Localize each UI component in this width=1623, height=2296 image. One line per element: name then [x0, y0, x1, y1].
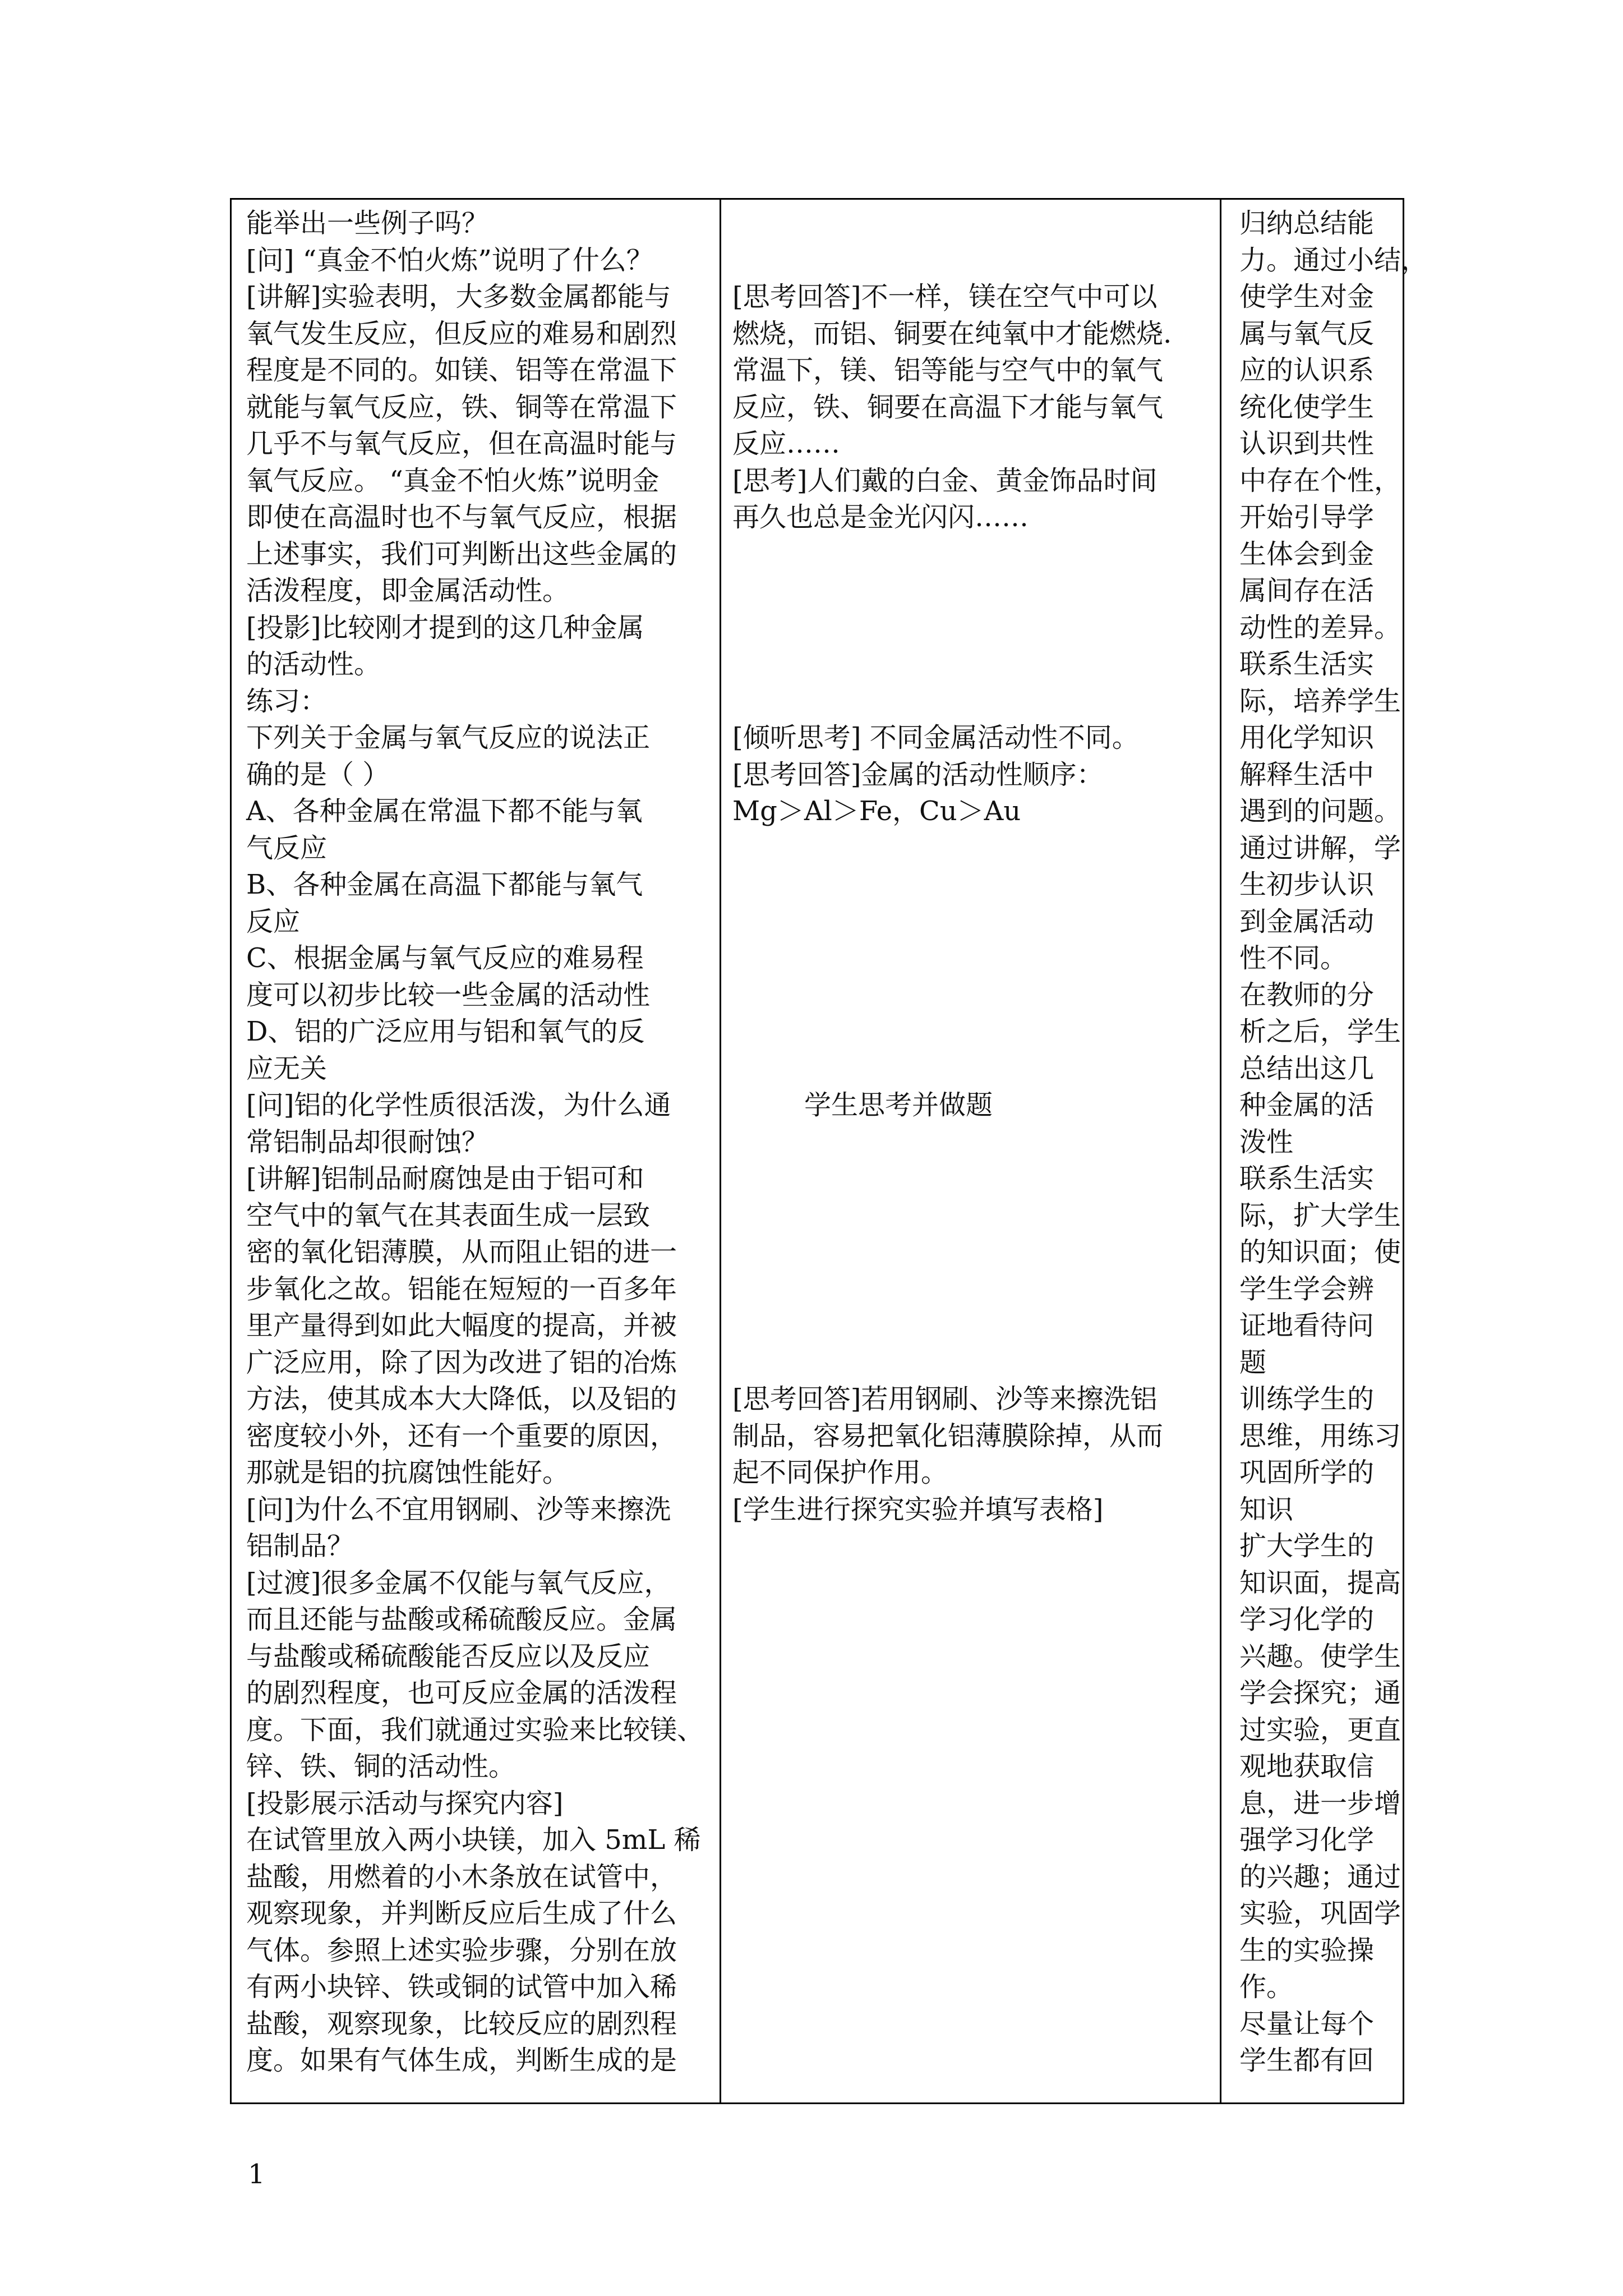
teacher-line: 而且还能与盐酸或稀硫酸反应。金属 — [246, 1604, 677, 1635]
student-line: 起不同保护作用。 — [732, 1457, 948, 1488]
design-intent-column — [1239, 205, 1428, 2079]
student-line: 再久也总是金光闪闪…… — [732, 501, 1029, 533]
intent-line: 总结出这几 — [1239, 1052, 1375, 1084]
intent-line: 学会探究；通 — [1239, 1677, 1401, 1709]
teacher-line: 度可以初步比较一些金属的活动性 — [246, 979, 651, 1011]
intent-line: 泼性 — [1239, 1126, 1294, 1158]
student-line: 反应，铁、铜要在高温下才能与氧气 — [732, 391, 1164, 423]
intent-line: 作。 — [1239, 1971, 1294, 2003]
intent-line: 用化学知识 — [1239, 722, 1375, 753]
teacher-line: 与盐酸或稀硫酸能否反应以及反应 — [246, 1640, 651, 1672]
intent-line: 实验，巩固学 — [1239, 1898, 1401, 1929]
intent-line: 兴趣。使学生 — [1239, 1640, 1401, 1672]
teacher-line: 的剧烈程度，也可反应金属的活泼程 — [246, 1677, 677, 1709]
student-line: [倾听思考] 不同金属活动性不同。 — [732, 722, 1139, 753]
intent-line: 知识面，提高 — [1239, 1567, 1401, 1599]
teacher-line: 程度是不同的。如镁、铝等在常温下 — [246, 355, 677, 386]
teacher-line: 步氧化之故。铝能在短短的一百多年 — [246, 1273, 677, 1305]
intent-line: 思维，用练习 — [1239, 1420, 1401, 1452]
intent-line: 息，进一步增 — [1239, 1787, 1401, 1819]
intent-line: 通过讲解，学 — [1239, 832, 1401, 864]
teacher-line: 广泛应用，除了因为改进了铝的冶炼 — [246, 1346, 677, 1378]
teacher-line: 气反应 — [246, 832, 328, 864]
intent-line: 知识 — [1239, 1493, 1294, 1525]
teacher-line: 气体。参照上述实验步骤，分别在放 — [246, 1934, 677, 1966]
intent-line: 生初步认识 — [1239, 869, 1375, 900]
teacher-line: 空气中的氧气在其表面生成一层致 — [246, 1199, 651, 1231]
teacher-line: 密的氧化铝薄膜，从而阻止铝的进一 — [246, 1236, 677, 1268]
student-line: [思考回答]若用钢刷、沙等来擦洗铝 — [732, 1383, 1158, 1415]
student-center-text: 学生思考并做题 — [804, 1089, 993, 1121]
intent-line: 题 — [1239, 1346, 1267, 1378]
teacher-line: 应无关 — [246, 1052, 328, 1084]
intent-line: 解释生活中 — [1239, 758, 1375, 790]
teacher-line: 活泼程度，即金属活动性。 — [246, 575, 570, 606]
teacher-line: 盐酸，观察现象，比较反应的剧烈程 — [246, 2008, 677, 2040]
intent-line: 的知识面；使 — [1239, 1236, 1401, 1268]
intent-line: 在教师的分 — [1239, 979, 1375, 1011]
teacher-line: 练习： — [246, 685, 328, 717]
intent-line: 训练学生的 — [1239, 1383, 1375, 1415]
intent-line: 认识到共性 — [1239, 428, 1375, 459]
page-number: 1 — [248, 2159, 265, 2190]
student-line: [思考回答]金属的活动性顺序： — [732, 758, 1104, 790]
intent-line: 动性的差异。 — [1239, 611, 1401, 643]
teacher-line: [讲解]实验表明，大多数金属都能与 — [246, 281, 671, 312]
student-line: Mg＞Al＞Fe，Cu＞Au — [732, 795, 1021, 827]
teacher-line: [投影展示活动与探究内容] — [246, 1787, 564, 1819]
student-line: 常温下，镁、铝等能与空气中的氧气 — [732, 355, 1164, 386]
teacher-line: 几乎不与氧气反应，但在高温时能与 — [246, 428, 677, 459]
teacher-line: 里产量得到如此大幅度的提高，并被 — [246, 1310, 677, 1341]
intent-line: 学生学会辨 — [1239, 1273, 1375, 1305]
teacher-line: [问] “真金不怕火炼”说明了什么？ — [246, 244, 653, 276]
teacher-line: 铝制品？ — [246, 1530, 354, 1562]
teacher-line: [讲解]铝制品耐腐蚀是由于铝可和 — [246, 1163, 644, 1194]
teacher-line: 观察现象，并判断反应后生成了什么 — [246, 1898, 677, 1929]
intent-line: 学生都有回 — [1239, 2045, 1375, 2076]
teacher-line: 度。如果有气体生成，判断生成的是 — [246, 2045, 677, 2076]
intent-line: 强学习化学 — [1239, 1824, 1375, 1856]
teacher-line: C、根据金属与氧气反应的难易程 — [246, 942, 644, 974]
teacher-line: A、各种金属在常温下都不能与氧 — [246, 795, 643, 827]
teacher-line: [问]为什么不宜用钢刷、沙等来擦洗 — [246, 1493, 671, 1525]
intent-line: 开始引导学 — [1239, 501, 1375, 533]
teacher-line: 有两小块锌、铁或铜的试管中加入稀 — [246, 1971, 677, 2003]
teacher-line: 密度较小外，还有一个重要的原因， — [246, 1420, 677, 1452]
student-line: 制品，容易把氧化铝薄膜除掉，从而 — [732, 1420, 1164, 1452]
teacher-line: 氧气发生反应，但反应的难易和剧烈 — [246, 318, 677, 349]
intent-line: 的兴趣；通过 — [1239, 1861, 1401, 1893]
student-line: [思考]人们戴的白金、黄金饰品时间 — [732, 464, 1158, 496]
intent-line: 中存在个性， — [1239, 464, 1401, 496]
intent-line: 使学生对金 — [1239, 281, 1375, 312]
intent-line: 遇到的问题。 — [1239, 795, 1401, 827]
student-line: 燃烧，而铝、铜要在纯氧中才能燃烧. — [732, 318, 1172, 349]
intent-line: 际，培养学生 — [1239, 685, 1401, 717]
teacher-line: [问]铝的化学性质很活泼，为什么通 — [246, 1089, 671, 1121]
intent-line: 生的实验操 — [1239, 1934, 1375, 1966]
intent-line: 尽量让每个 — [1239, 2008, 1375, 2040]
teacher-line: 能举出一些例子吗？ — [246, 208, 489, 239]
teacher-line: 那就是铝的抗腐蚀性能好。 — [246, 1457, 570, 1488]
teacher-line: D、铝的广泛应用与铝和氧气的反 — [246, 1016, 645, 1047]
teacher-line: 盐酸，用燃着的小木条放在试管中， — [246, 1861, 677, 1893]
teacher-line: 下列关于金属与氧气反应的说法正 — [246, 722, 651, 753]
teacher-line: 在试管里放入两小块镁，加入 5mL 稀 — [246, 1824, 701, 1856]
intent-line: 到金属活动 — [1239, 905, 1375, 937]
teacher-line: 氧气反应。 “真金不怕火炼”说明金 — [246, 464, 660, 496]
teacher-line: 方法，使其成本大大降低，以及铝的 — [246, 1383, 677, 1415]
student-line: 反应…… — [732, 428, 841, 459]
teacher-line: [过渡]很多金属不仅能与氧气反应， — [246, 1567, 671, 1599]
teacher-line: 上述事实，我们可判断出这些金属的 — [246, 538, 677, 570]
column-divider — [1220, 200, 1221, 2102]
intent-line: 种金属的活 — [1239, 1089, 1375, 1121]
intent-line: 应的认识系 — [1239, 355, 1375, 386]
intent-line: 证地看待问 — [1239, 1310, 1375, 1341]
teacher-line: 锌、铁、铜的活动性。 — [246, 1751, 516, 1782]
teacher-line: B、各种金属在高温下都能与氧气 — [246, 869, 643, 900]
teacher-line: [投影]比较刚才提到的这几种金属 — [246, 611, 644, 643]
teacher-line: 即使在高温时也不与氧气反应，根据 — [246, 501, 677, 533]
teacher-line: 就能与氧气反应，铁、铜等在常温下 — [246, 391, 677, 423]
teacher-line: 的活动性。 — [246, 648, 381, 680]
intent-line: 巩固所学的 — [1239, 1457, 1375, 1488]
teacher-line: 度。下面，我们就通过实验来比较镁、 — [246, 1714, 704, 1746]
intent-line: 学习化学的 — [1239, 1604, 1375, 1635]
intent-line: 际，扩大学生 — [1239, 1199, 1401, 1231]
student-line: [思考回答]不一样，镁在空气中可以 — [732, 281, 1158, 312]
teacher-line: 确的是（ ） — [246, 758, 390, 790]
intent-line: 统化使学生 — [1239, 391, 1375, 423]
intent-line: 联系生活实 — [1239, 1163, 1375, 1194]
student-activity-column — [732, 205, 1209, 1528]
intent-line: 联系生活实 — [1239, 648, 1375, 680]
intent-line: 属间存在活 — [1239, 575, 1375, 606]
intent-line: 性不同。 — [1239, 942, 1348, 974]
teacher-activity-column — [246, 205, 723, 2079]
intent-line: 观地获取信 — [1239, 1751, 1375, 1782]
lesson-table — [230, 198, 1428, 2104]
intent-line: 力。通过小结， — [1239, 244, 1428, 276]
intent-line: 归纳总结能 — [1239, 208, 1375, 239]
intent-line: 生体会到金 — [1239, 538, 1375, 570]
teacher-line: 反应 — [246, 905, 301, 937]
intent-line: 属与氧气反 — [1239, 318, 1375, 349]
teacher-line: 常铝制品却很耐蚀？ — [246, 1126, 489, 1158]
intent-line: 过实验，更直 — [1239, 1714, 1401, 1746]
intent-line: 析之后，学生 — [1239, 1016, 1401, 1047]
intent-line: 扩大学生的 — [1239, 1530, 1375, 1562]
student-line: [学生进行探究实验并填写表格] — [732, 1493, 1104, 1525]
